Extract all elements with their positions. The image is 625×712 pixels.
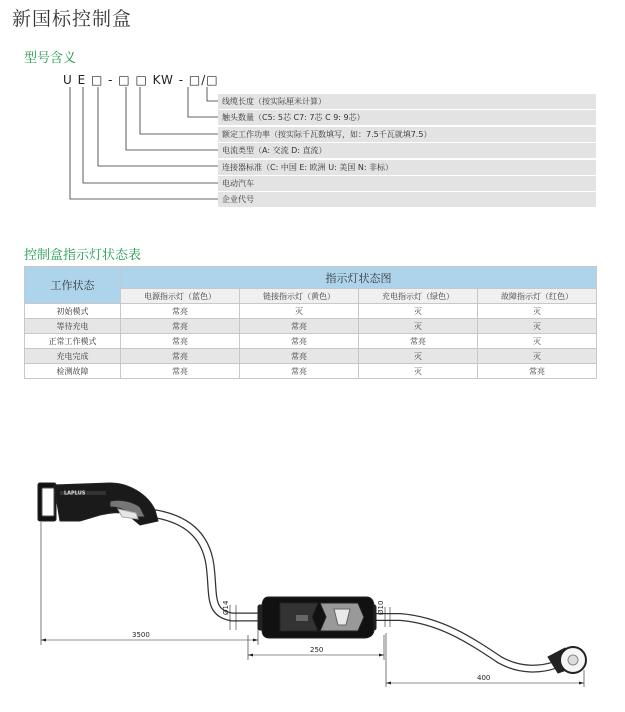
page-title: 新国标控制盒 xyxy=(12,8,133,30)
definition-rated-power: 额定工作功率（按实际千瓦数填写，如：7.5千瓦就填7.5） xyxy=(218,127,596,142)
row-state: 充电完成 xyxy=(25,349,121,364)
definition-company-code: 企业代号 xyxy=(218,192,596,207)
cable-front xyxy=(150,513,262,617)
cell-value: 常亮 xyxy=(121,334,240,349)
cell-value: 常亮 xyxy=(121,349,240,364)
cell-value: 灭 xyxy=(478,334,597,349)
header-link-indicator: 链接指示灯（黄色） xyxy=(240,289,359,304)
cell-value: 常亮 xyxy=(240,319,359,334)
cell-value: 灭 xyxy=(478,304,597,319)
dimension-tail-length: 400 xyxy=(477,674,491,682)
header-power-indicator: 电源指示灯（蓝色） xyxy=(121,289,240,304)
row-state: 检测故障 xyxy=(25,364,121,379)
header-charge-indicator: 充电指示灯（绿色） xyxy=(359,289,478,304)
cell-value: 灭 xyxy=(359,304,478,319)
cell-value: 常亮 xyxy=(478,364,597,379)
cell-value: 灭 xyxy=(359,319,478,334)
definition-connector-standard: 连接器标准（C: 中国 E: 欧洲 U: 美国 N: 非标） xyxy=(218,160,596,175)
table-row xyxy=(25,364,597,379)
charger-dimension-drawing xyxy=(0,455,625,712)
cell-value: 常亮 xyxy=(359,334,478,349)
cell-value: 灭 xyxy=(240,304,359,319)
charging-plug xyxy=(38,483,158,525)
cell-value: 常亮 xyxy=(240,349,359,364)
cable-rear xyxy=(372,617,555,669)
definition-contact-count: 触头数量（C5: 5芯 C7: 7芯 C 9: 9芯） xyxy=(218,110,596,125)
status-table-title: 控制盒指示灯状态表 xyxy=(24,248,142,263)
cell-value: 灭 xyxy=(359,349,478,364)
dimension-diameter-left: Ø14 xyxy=(222,600,230,615)
model-code: U E □ - □ □ KW - □/□ xyxy=(63,73,219,87)
dimension-diameter-right: Ø10 xyxy=(377,600,385,615)
table-row xyxy=(25,304,597,319)
header-fault-indicator: 故障指示灯（红色） xyxy=(478,289,597,304)
definition-cable-length: 线缆长度（按实际厘米计算） xyxy=(218,94,596,109)
cell-value: 常亮 xyxy=(121,304,240,319)
model-definitions xyxy=(218,94,596,209)
cell-value: 灭 xyxy=(478,349,597,364)
plug-brand-text: LAPLUS xyxy=(64,490,86,497)
cell-value: 灭 xyxy=(478,319,597,334)
table-row xyxy=(25,319,597,334)
table-row xyxy=(25,349,597,364)
cell-value: 常亮 xyxy=(121,319,240,334)
header-indicator-group: 指示灯状态图 xyxy=(121,267,597,289)
table-row xyxy=(25,334,597,349)
row-state: 正常工作模式 xyxy=(25,334,121,349)
cell-value: 常亮 xyxy=(240,364,359,379)
cell-value: 常亮 xyxy=(121,364,240,379)
dimension-cable-length: 3500 xyxy=(132,631,150,639)
dimension-box-length: 250 xyxy=(310,646,324,654)
control-box xyxy=(258,597,376,638)
cell-value: 灭 xyxy=(359,364,478,379)
cell-value: 常亮 xyxy=(240,334,359,349)
row-state: 初始模式 xyxy=(25,304,121,319)
row-state: 等待充电 xyxy=(25,319,121,334)
indicator-status-table xyxy=(24,266,597,379)
definition-electric-vehicle: 电动汽车 xyxy=(218,176,596,191)
definition-current-type: 电流类型（A: 交流 D: 直流） xyxy=(218,143,596,158)
model-meaning-title: 型号含义 xyxy=(24,51,77,66)
header-working-state: 工作状态 xyxy=(25,267,121,304)
